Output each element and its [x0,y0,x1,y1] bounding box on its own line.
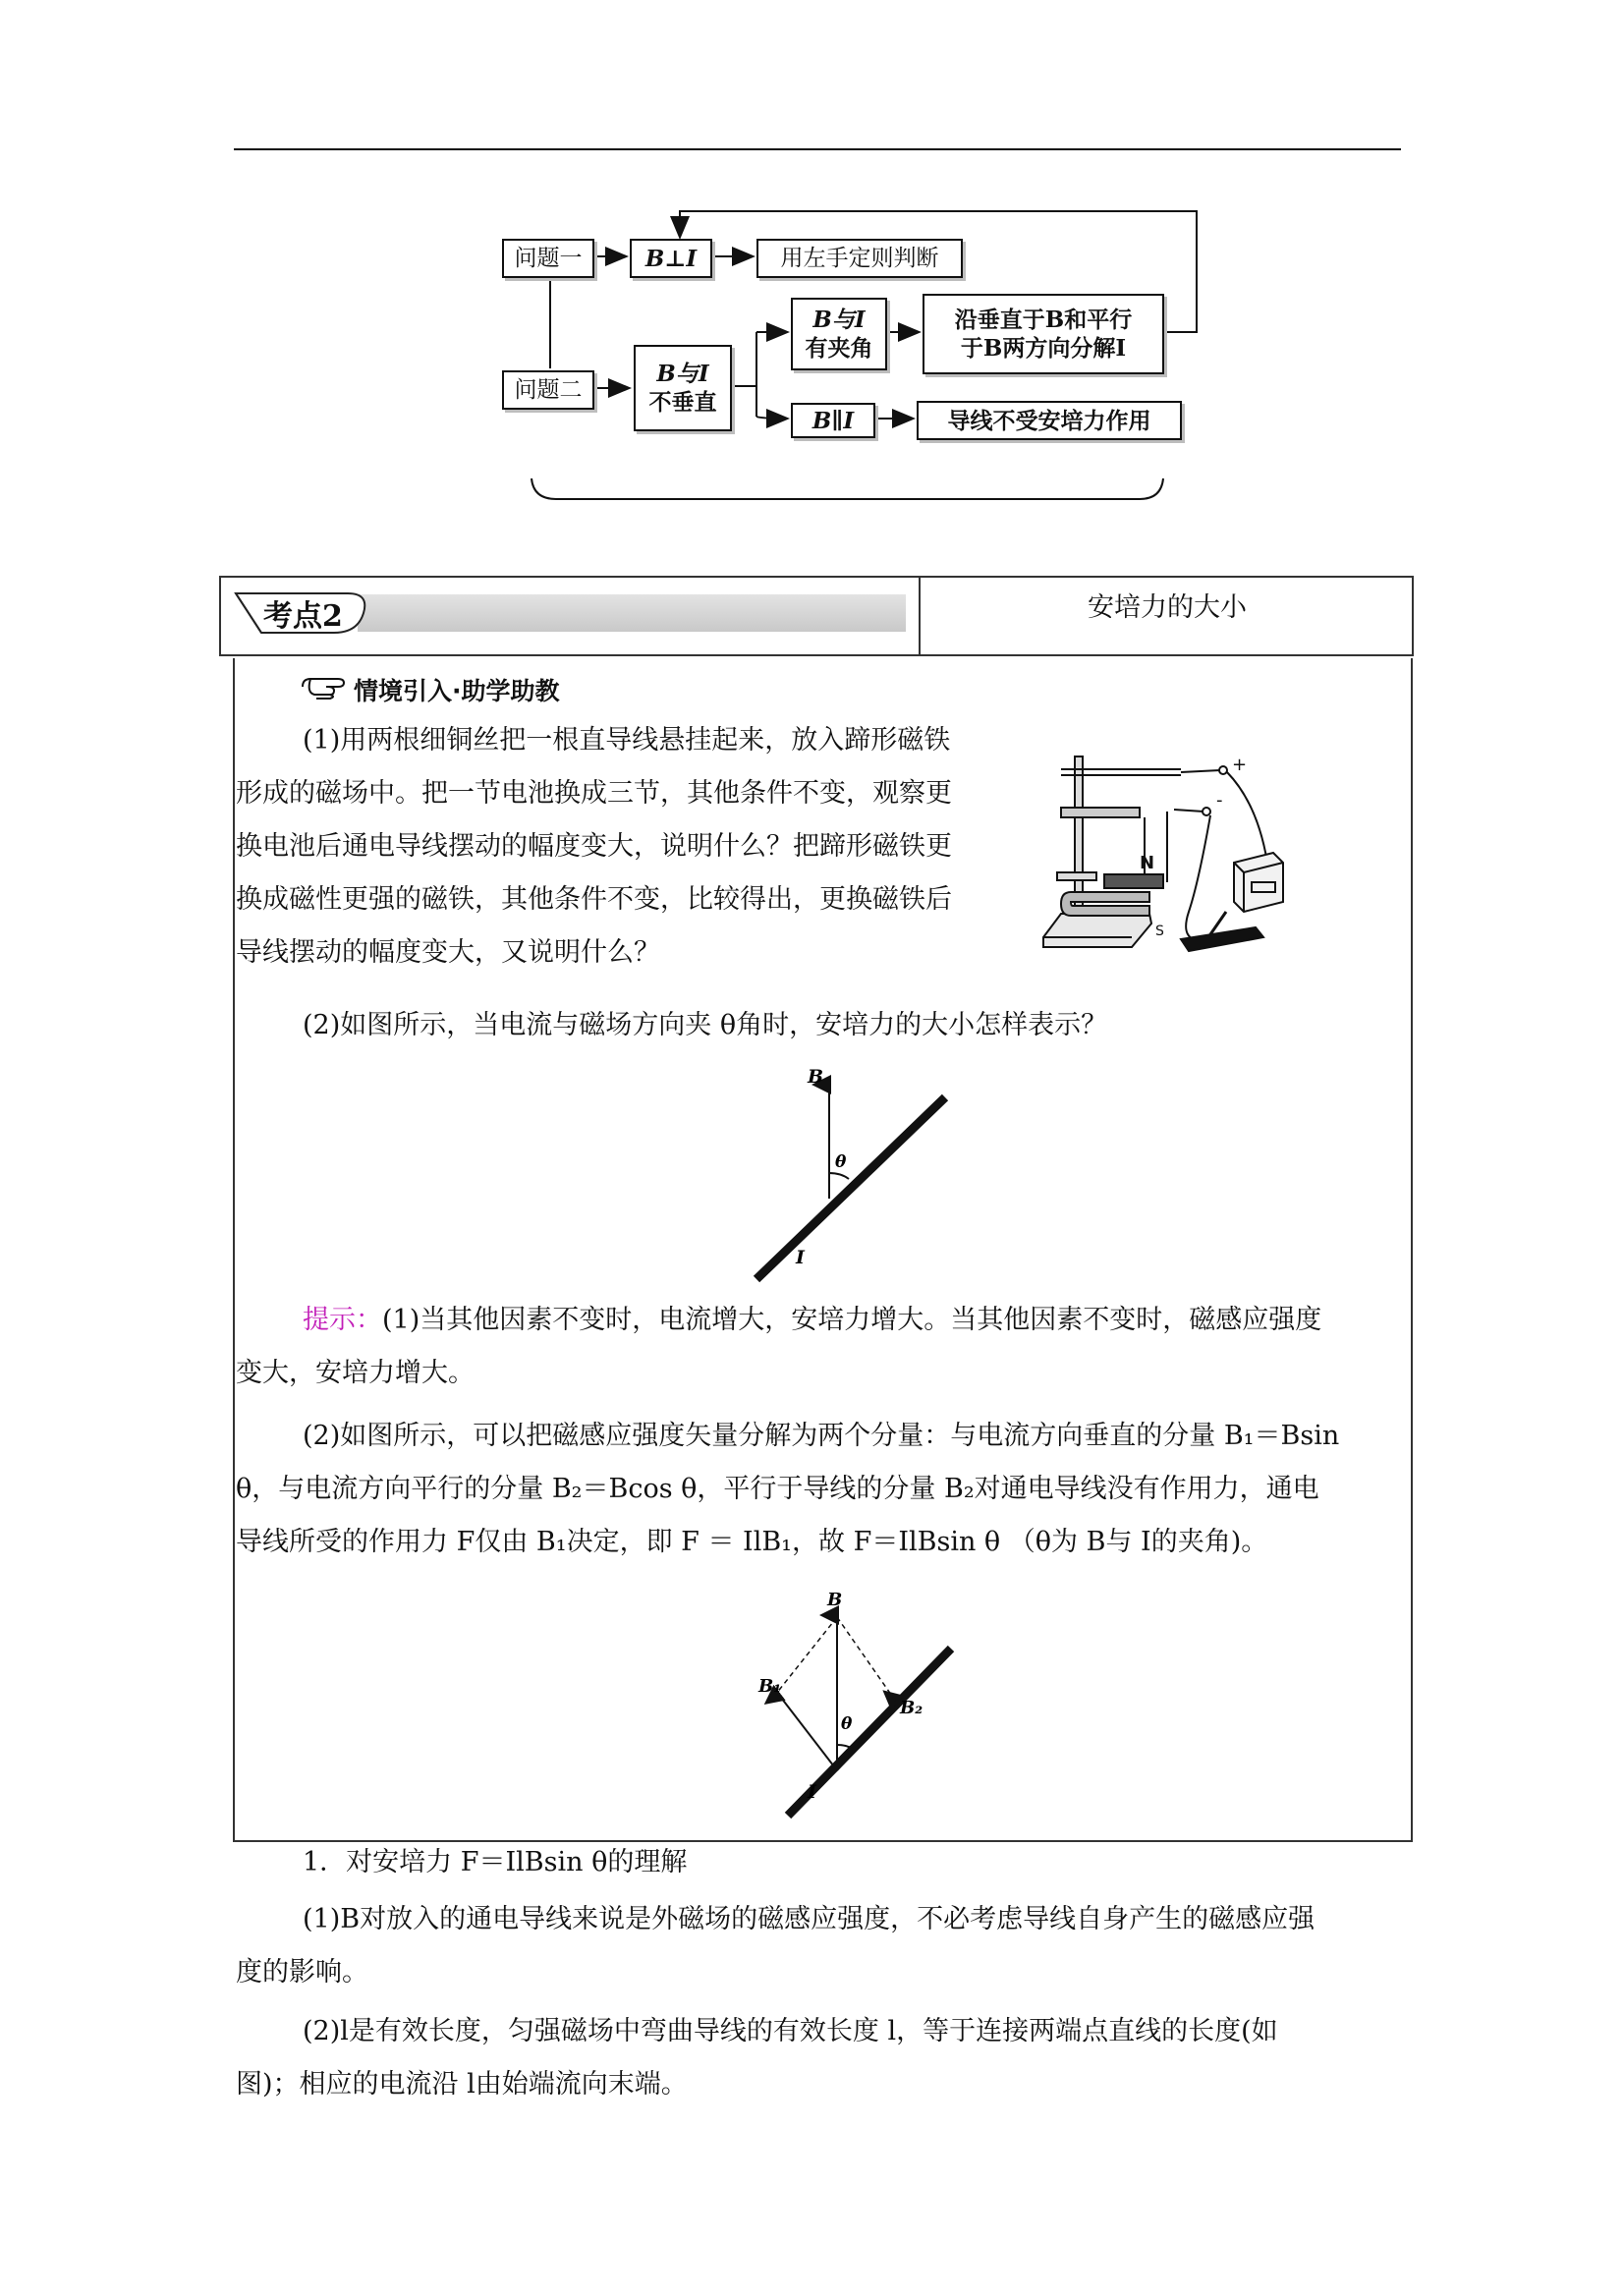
flow-question-two: 问题二 [502,370,594,410]
fig2-b2-label: B₂ [900,1698,923,1718]
understanding-point-2: (2)l是有效长度，匀强磁场中弯曲导线的有效长度 l，等于连接两端点直线的长度(如 图)；相应的电流沿 l由始端流向末端。 [236,2016,1278,2100]
figure-field-angle [727,1063,963,1289]
flow-question-one: 问题一 [502,239,594,278]
fig1-theta-label: θ [835,1152,847,1172]
flow-decompose: 沿垂直于B和平行 于B两方向分解I [923,294,1164,374]
plus-terminal: + [1232,755,1248,775]
hint-label: 提示： [303,1305,382,1335]
flow-b-parallel-i: B∥I [791,403,875,438]
understanding-title: 1．对安培力 F＝IlBsin θ的理解 [303,1847,688,1877]
situation-heading: 情境引入·助学助教 [354,677,560,705]
fig2-b1-label: B₁ [758,1676,782,1697]
apparatus-figure [1041,745,1287,956]
flow-no-force: 导线不受安培力作用 [917,401,1182,440]
kaodian-label: 考点2 [263,599,343,634]
magnet-n-label: N [1140,853,1155,873]
minus-terminal: - [1216,790,1223,811]
kaodian-divider [919,576,921,656]
question-1: (1)用两根细铜丝把一根直导线悬挂起来，放入蹄形磁铁 形成的磁场中。把一节电池换成三节，其他条件不变，观察更 换电池后通电导线摆动的幅度变大，说明什么？把蹄形磁铁更 换成磁性更强的磁铁，其他条件不变，比较得出，更换磁铁后 导线摆动的幅度变大，又说明什么？ [236,725,952,968]
fig2-b-label: B [827,1590,843,1610]
hint-2: (2)如图所示，可以把磁感应强度矢量分解为两个分量：与电流方向垂直的分量 B₁＝Bsin θ，与电流方向平行的分量 B₂＝Bcos θ，平行于导线的分量 B₂对通电导线没有作用力，通电 导线所受的作用力 F仅由 B₁决定，即 F ＝ IlB₁，故 F＝IlBsin θ （θ为 B与 I的夹角)。 [236,1421,1340,1557]
flow-left-hand-rule: 用左手定则判断 [756,239,963,278]
magnet-s-label: S [1155,924,1164,939]
b1-vector [778,1694,837,1770]
question-2: (2)如图所示，当电流与磁场方向夹 θ角时，安培力的大小怎样表示？ [303,1010,1108,1040]
flow-b-i-angle: B与I 有夹角 [791,298,887,370]
flow-b-perp-i: B⊥I [630,239,712,278]
fig1-i-label: I [796,1247,805,1268]
fig2-i-label: I [808,1781,816,1803]
b2-vector [837,1702,896,1770]
fig2-theta-label: θ [841,1714,853,1734]
pointing-hand-icon [301,673,348,700]
hint-1: 提示：(1)当其他因素不变时，电流增大，安培力增大。当其他因素不变时，磁感应强度 变大，安培力增大。 [236,1305,1322,1388]
fig1-b-label: B [808,1066,824,1088]
figure-decomposition [747,1588,973,1823]
current-wire [756,1097,945,1279]
flow-b-i-not-perpendicular: B与I 不垂直 [634,345,732,431]
kaodian-title: 安培力的大小 [1088,592,1247,623]
understanding-point-1: (1)B对放入的通电导线来说是外磁场的磁感应强度，不必考虑导线自身产生的磁感应强 度的影响。 [236,1904,1315,1988]
kaodian-band [358,594,906,632]
